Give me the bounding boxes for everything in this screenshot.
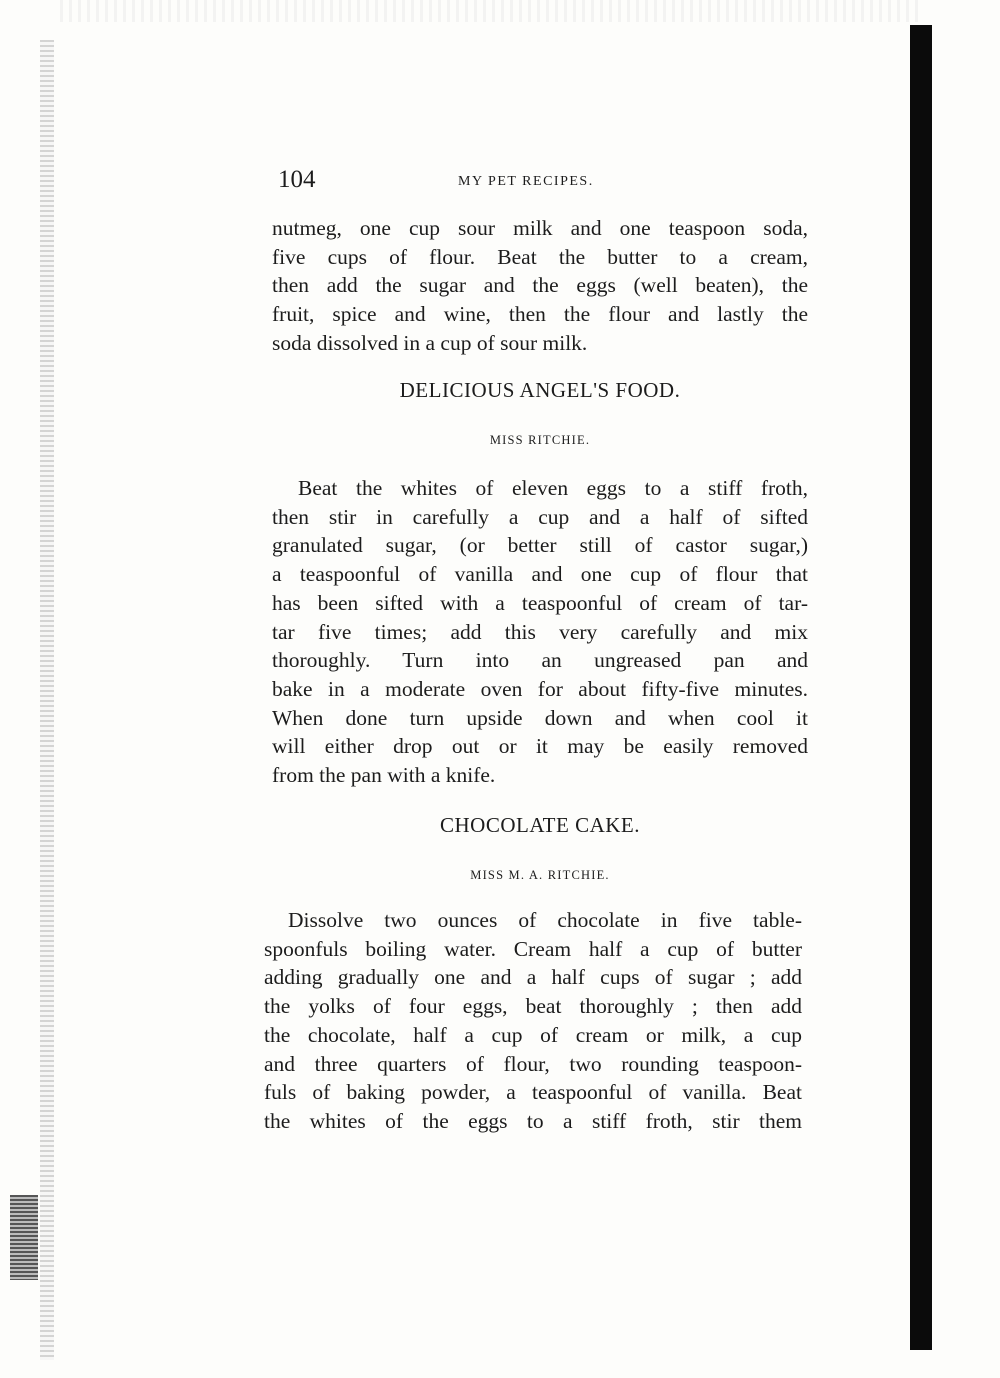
text-line: then add the sugar and the eggs (well beaten), the bbox=[272, 273, 808, 298]
text-line: the chocolate, half a cup of cream or milk, a cup bbox=[264, 1022, 802, 1047]
text-line: nutmeg, one cup sour milk and one teaspoon soda, bbox=[272, 216, 808, 240]
text-line: thoroughly. Turn into an ungreased pan and bbox=[272, 648, 808, 673]
running-head: MY PET RECIPES. bbox=[458, 174, 594, 189]
angels-food-author: MISS RITCHIE. bbox=[489, 433, 591, 447]
text-line: tar five times; add this very carefully and mix bbox=[272, 619, 808, 644]
text-line: granulated sugar, (or better still of castor sugar,) bbox=[272, 533, 808, 558]
continued-recipe-text bbox=[272, 214, 808, 358]
text-line: Beat the whites of eleven eggs to a stiff froth, bbox=[298, 476, 808, 500]
text-line: When done turn upside down and when cool it bbox=[272, 705, 808, 730]
text-line: spoonfuls boiling water. Cream half a cup of butter bbox=[264, 936, 802, 961]
scan-top-noise bbox=[60, 0, 920, 22]
text-line: adding gradually one and a half cups of sugar ; add bbox=[264, 965, 802, 990]
book-spine-shadow bbox=[910, 25, 932, 1350]
page-left-edge bbox=[40, 40, 54, 1360]
text-line: a teaspoonful of vanilla and one cup of flour that bbox=[272, 562, 808, 587]
text-line: has been sifted with a teaspoonful of cream of tar- bbox=[272, 590, 808, 615]
page-left-edge-shadow bbox=[10, 1195, 38, 1280]
chocolate-cake-text bbox=[264, 906, 802, 1136]
text-line: will either drop out or it may be easily removed bbox=[272, 734, 808, 759]
text-line: the whites of the eggs to a stiff froth, stir them bbox=[264, 1108, 802, 1133]
angels-food-title: DELICIOUS ANGEL'S FOOD. bbox=[399, 378, 681, 402]
text-line: the yolks of four eggs, beat thoroughly ; then add bbox=[264, 994, 802, 1019]
page-number: 104 bbox=[278, 166, 316, 193]
chocolate-cake-title: CHOCOLATE CAKE. bbox=[440, 813, 640, 837]
text-line: fuls of baking powder, a teaspoonful of vanilla. Beat bbox=[264, 1080, 802, 1105]
text-line: then stir in carefully a cup and a half of sifted bbox=[272, 504, 808, 529]
text-line: fruit, spice and wine, then the flour and lastly the bbox=[272, 302, 808, 327]
text-line: Dissolve two ounces of chocolate in five table- bbox=[288, 908, 802, 932]
angels-food-text bbox=[272, 474, 808, 790]
text-line: from the pan with a knife. bbox=[272, 763, 496, 788]
text-line: and three quarters of flour, two rounding teaspoon- bbox=[264, 1051, 802, 1076]
page-header bbox=[278, 166, 808, 196]
text-line: bake in a moderate oven for about fifty-five minutes. bbox=[272, 676, 808, 701]
chocolate-cake-author: MISS M. A. RITCHIE. bbox=[470, 868, 610, 882]
text-line: five cups of flour. Beat the butter to a cream, bbox=[272, 244, 808, 269]
text-line: soda dissolved in a cup of sour milk. bbox=[272, 330, 588, 355]
